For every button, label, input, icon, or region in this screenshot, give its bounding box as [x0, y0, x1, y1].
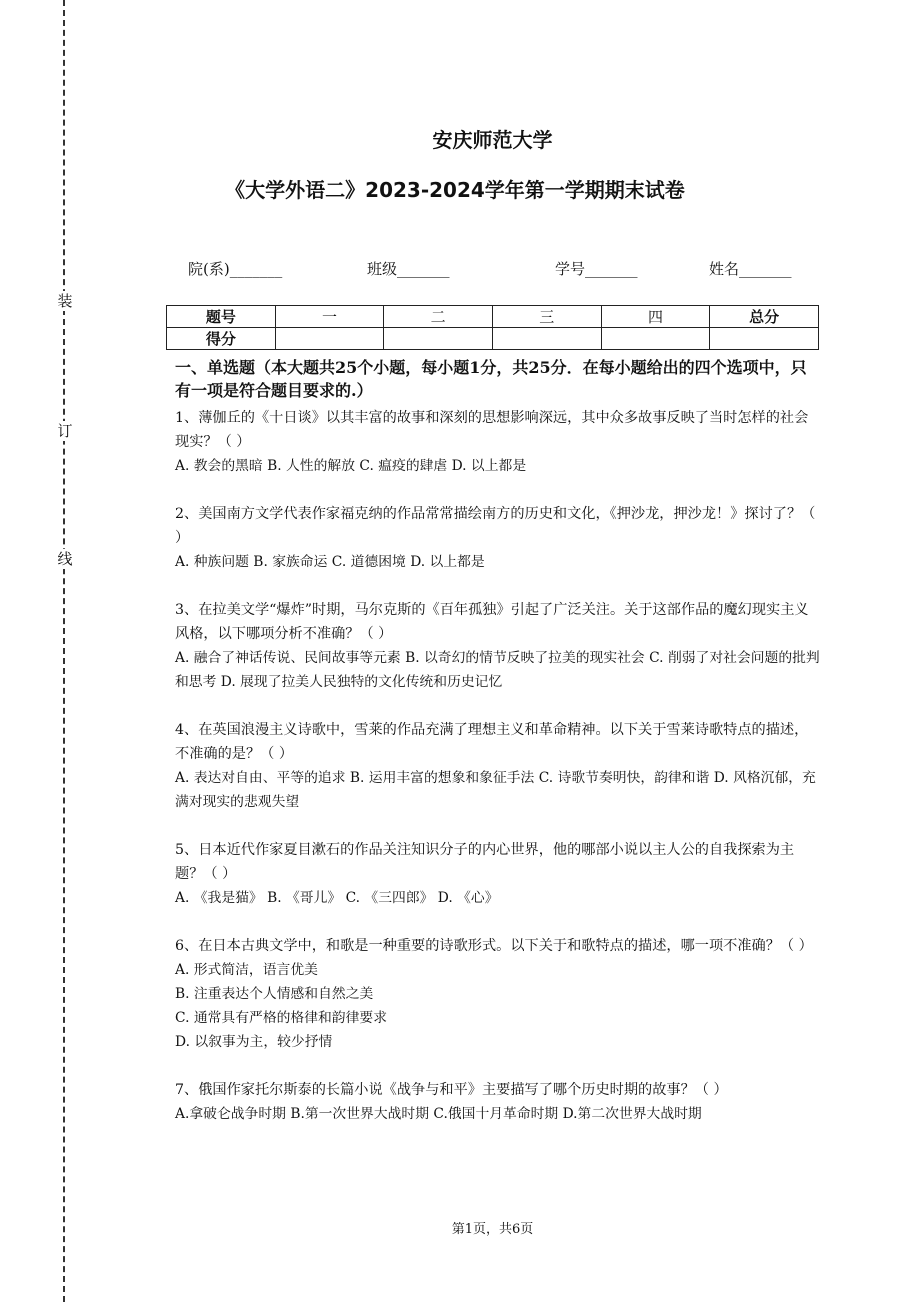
department-field: 院(系)_______: [188, 260, 283, 278]
score-table-header-row: [167, 306, 819, 328]
question-text: 5、日本近代作家夏目漱石的作品关注知识分子的内心世界，他的哪部小说以主人公的自我探索为主题？（ ）: [175, 842, 795, 882]
question-option-b: B. 注重表达个人情感和自然之美: [175, 986, 374, 1002]
student-id-field: 学号_______: [555, 260, 638, 278]
question-text: 6、在日本古典文学中，和歌是一种重要的诗歌形式。以下关于和歌特点的描述，哪一项不准确？（ ）: [175, 938, 813, 954]
question-option-a: A. 形式简洁，语言优美: [175, 962, 318, 978]
question-options: A. 表达对自由、平等的追求 B. 运用丰富的想象和象征手法 C. 诗歌节奏明快，韵律和谐 D. 风格沉郁，充满对现实的悲观失望: [175, 770, 816, 810]
score-cell-section-3: 三: [492, 306, 601, 328]
score-table-score-row: [167, 328, 819, 350]
score-input-3: [492, 328, 601, 350]
section-heading: 一、单选题（本大题共25个小题，每小题1分，共25分．在每小题给出的四个选项中，只有一项是符合题目要求的.）: [175, 358, 807, 400]
score-cell-question-no: 题号: [167, 306, 276, 328]
exam-content: [175, 356, 820, 1150]
question-option-d: D. 以叙事为主，较少抒情: [175, 1034, 333, 1050]
question-text: 1、薄伽丘的《十日谈》以其丰富的故事和深刻的思想影响深远，其中众多故事反映了当时怎样的社会现实？（ ）: [175, 410, 809, 450]
question-5: [175, 838, 820, 910]
page-footer: 第1页，共6页: [451, 1222, 534, 1237]
score-input-total: [710, 328, 819, 350]
question-text: 7、俄国作家托尔斯泰的长篇小说《战争与和平》主要描写了哪个历史时期的故事？（ ）: [175, 1082, 728, 1098]
question-option-c: C. 通常具有严格的格律和韵律要求: [175, 1010, 387, 1026]
question-text: 3、在拉美文学“爆炸”时期，马尔克斯的《百年孤独》引起了广泛关注。关于这部作品的魔幻现实主义风格，以下哪项分析不准确？（ ）: [175, 602, 809, 642]
class-field: 班级_______: [367, 260, 450, 278]
question-7: [175, 1078, 820, 1126]
score-cell-total: 总分: [710, 306, 819, 328]
exam-title: 《大学外语二》2023-2024学年第一学期期末试卷: [225, 178, 685, 202]
binding-char-ding: 订: [57, 422, 73, 440]
question-2: [175, 502, 820, 574]
question-options: A.拿破仑战争时期 B.第一次世界大战时期 C.俄国十月革命时期 D.第二次世界大战时期: [175, 1106, 702, 1122]
score-cell-section-2: 二: [384, 306, 493, 328]
question-options: A. 《我是猫》 B. 《哥儿》 C. 《三四郎》 D. 《心》: [175, 890, 499, 906]
score-table: [166, 305, 819, 350]
binding-char-zhuang: 装: [57, 292, 73, 310]
question-options: A. 种族问题 B. 家族命运 C. 道德困境 D. 以上都是: [175, 554, 485, 570]
question-text: 2、美国南方文学代表作家福克纳的作品常常描绘南方的历史和文化，《押沙龙，押沙龙！》探讨了？（ ）: [175, 506, 816, 546]
score-input-4: [601, 328, 710, 350]
question-4: [175, 718, 820, 814]
score-cell-section-4: 四: [601, 306, 710, 328]
score-input-2: [384, 328, 493, 350]
score-cell-score-label: 得分: [167, 328, 276, 350]
question-text: 4、在英国浪漫主义诗歌中，雪莱的作品充满了理想主义和革命精神。以下关于雪莱诗歌特点的描述，不准确的是？（ ）: [175, 722, 809, 762]
score-cell-section-1: 一: [275, 306, 384, 328]
school-name: 安庆师范大学: [432, 128, 553, 152]
question-6: [175, 934, 820, 1054]
question-options: A. 教会的黑暗 B. 人性的解放 C. 瘟疫的肆虐 D. 以上都是: [175, 458, 527, 474]
binding-char-xian: 线: [57, 550, 73, 568]
question-3: [175, 598, 820, 694]
question-1: [175, 406, 820, 478]
name-field: 姓名_______: [709, 260, 792, 278]
score-input-1: [275, 328, 384, 350]
question-options: A. 融合了神话传说、民间故事等元素 B. 以奇幻的情节反映了拉美的现实社会 C. 削弱了对社会问题的批判和思考 D. 展现了拉美人民独特的文化传统和历史记忆: [175, 650, 820, 690]
